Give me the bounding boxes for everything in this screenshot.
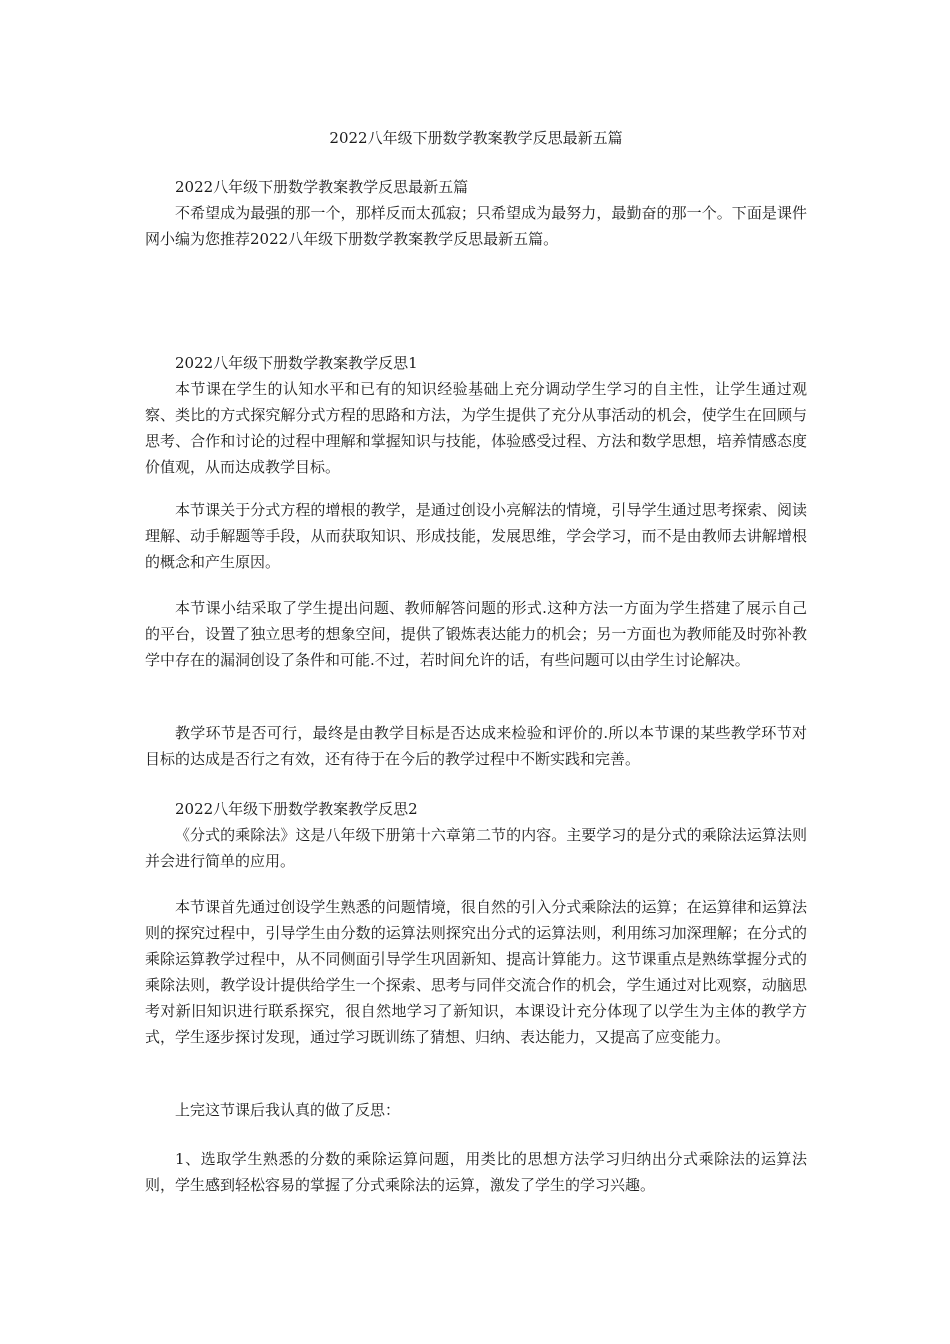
- section1-paragraph-3-block: [145, 595, 807, 673]
- section2-paragraph-2: 本节课首先通过创设学生熟悉的问题情境，很自然的引入分式乘除法的运算；在运算律和运算法则的探究过程中，引导学生由分数的运算法则探究出分式的运算法则，利用练习加深理解；在分式的乘除运算教学过程中，从不同侧面引导学生巩固新知、提高计算能力。这节课重点是熟练掌握分式的乘除法则，教学设计提供给学生一个探索、思考与同伴交流合作的机会，学生通过对比观察，动脑思考对新旧知识进行联系探究，很自然地学习了新知识，本课设计充分体现了以学生为主体的教学方式，学生逐步探讨发现，通过学习既训练了猜想、归纳、表达能力，又提高了应变能力。: [145, 898, 807, 1046]
- document-title: 2022八年级下册数学教案教学反思最新五篇: [329, 129, 623, 147]
- section2-paragraph-4: 1、选取学生熟悉的分数的乘除运算问题，用类比的思想方法学习归纳出分式乘除法的运算法则，学生感到轻松容易的掌握了分式乘除法的运算，激发了学生的学习兴趣。: [145, 1150, 807, 1194]
- intro-heading: 2022八年级下册数学教案教学反思最新五篇: [175, 178, 469, 196]
- section1-paragraph-2-block: [145, 497, 807, 575]
- section1-heading: 2022八年级下册数学教案教学反思1: [175, 354, 418, 372]
- section2-paragraph-1: 《分式的乘除法》这是八年级下册第十六章第二节的内容。主要学习的是分式的乘除法运算法则并会进行简单的应用。: [145, 826, 807, 870]
- section1-paragraph-4-block: [145, 720, 807, 772]
- section1-heading-block: [145, 350, 807, 480]
- section2-heading: 2022八年级下册数学教案教学反思2: [175, 800, 418, 818]
- intro-paragraph: 不希望成为最强的那一个，那样反而太孤寂；只希望成为最努力，最勤奋的那一个。下面是课件网小编为您推荐2022八年级下册数学教案教学反思最新五篇。: [145, 204, 807, 248]
- section2-heading-block: [145, 796, 807, 874]
- section1-paragraph-4: 教学环节是否可行，最终是由教学目标是否达成来检验和评价的.所以本节课的某些教学环节对目标的达成是否行之有效，还有待于在今后的教学过程中不断实践和完善。: [145, 724, 807, 768]
- section1-paragraph-3: 本节课小结采取了学生提出问题、教师解答问题的形式.这种方法一方面为学生搭建了展示自己的平台，设置了独立思考的想象空间，提供了锻炼表达能力的机会；另一方面也为教师能及时弥补教学中存在的漏洞创设了条件和可能.不过，若时间允许的话，有些问题可以由学生讨论解决。: [145, 599, 807, 669]
- section2-paragraph-4-block: [145, 1146, 807, 1198]
- section2-paragraph-3-block: [145, 1097, 807, 1123]
- section1-paragraph-2: 本节课关于分式方程的增根的教学，是通过创设小亮解法的情境，引导学生通过思考探索、阅读理解、动手解题等手段，从而获取知识、形成技能，发展思维，学会学习，而不是由教师去讲解增根的概念和产生原因。: [145, 501, 807, 571]
- intro-block: [145, 174, 807, 252]
- section2-paragraph-3: 上完这节课后我认真的做了反思：: [175, 1101, 401, 1119]
- section2-paragraph-2-block: [145, 894, 807, 1050]
- section1-paragraph-1: 本节课在学生的认知水平和已有的知识经验基础上充分调动学生学习的自主性，让学生通过观察、类比的方式探究解分式方程的思路和方法，为学生提供了充分从事活动的机会，使学生在回顾与思考、合作和讨论的过程中理解和掌握知识与技能，体验感受过程、方法和数学思想，培养情感态度价值观，从而达成教学目标。: [145, 380, 807, 476]
